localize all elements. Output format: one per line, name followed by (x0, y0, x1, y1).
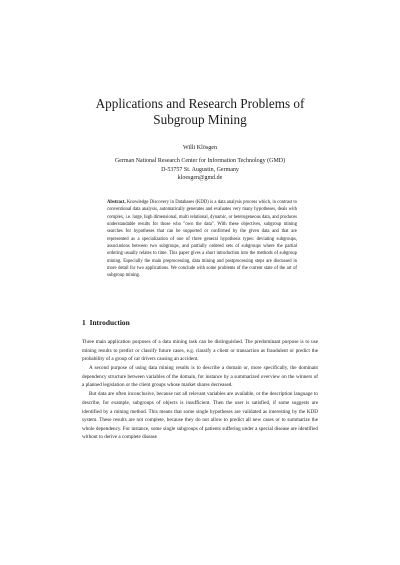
paper-title-line-1: Applications and Research Problems of (95, 96, 305, 111)
body-paragraph: But data are often inconclusive, because not all relevant variables are available, or the description language to describe, for example, subgroups of objects is insufficient. Then the user is satisfied, if some suggests are identified by a mining method. This means that some single hypotheses are validated as interesting by the KDD system. These results are not complete, because they do not allow to predict all new cases or to summarize the whole dependency. For instance, some single subgroups of patients suffering under a special disease are identified without to derive a complete disease (82, 391, 318, 441)
body-text (82, 338, 318, 442)
body-paragraph: A second purpose of using data mining results is to describe a domain or, more specifically, the dominant dependency structure between variables of the domain, for instance by a summarized overview on the winners of a planned legislation or the client groups whose market shares decreased. (82, 365, 318, 389)
affiliation-address: D-53757 St. Augustin, Germany (161, 166, 239, 173)
paper-title-line-2: Subgroup Mining (153, 112, 247, 127)
affiliation-email: kloesgen@gmd.de (177, 175, 223, 182)
paper-title (60, 96, 340, 128)
section-number: 1 (82, 318, 86, 327)
affiliation-institution: German National Research Center for Information Technology (GMD) (114, 158, 286, 164)
abstract-text: Knowledge Discovery in Databases (KDD) is a data analysis process which, in contrast to conventional data analysis, automatically generates and evaluates very many hypotheses, deals with complex, i.e. large, high dimensional, multi relational, dynamic, or heterogeneous data, and produces understandable results for those who "own the data". With these objectives, subgroup mining searches for hypotheses that can be supported or confirmed by the given data and that are represented as a specialization of one of three general hypothesis types: deviating subgroups, associations between two subgroups, and partially ordered sets of subgroups where the partial ordering usually relates to time. This paper gives a short introduction into the methods of subgroup mining. Especially the main preprocessing, data mining and postprocessing steps are discussed in more detail for two applications. We conclude with some problems of the current state of the art of subgroup mining. (107, 200, 298, 279)
abstract (107, 199, 297, 280)
body-paragraph: Three main application purposes of a data mining task can be distinguished. The predominant purpose is to use mining results to predict or classify future cases, e.g. classify a client or transaction as fraudulent or predict the probability of a group of car drivers causing an accident. (82, 339, 318, 363)
abstract-label: Abstract. (107, 200, 126, 205)
section-title: Introduction (89, 318, 130, 327)
author-name: Willi Klösgen (182, 145, 218, 151)
affiliation (60, 157, 340, 183)
section-heading (82, 318, 130, 328)
